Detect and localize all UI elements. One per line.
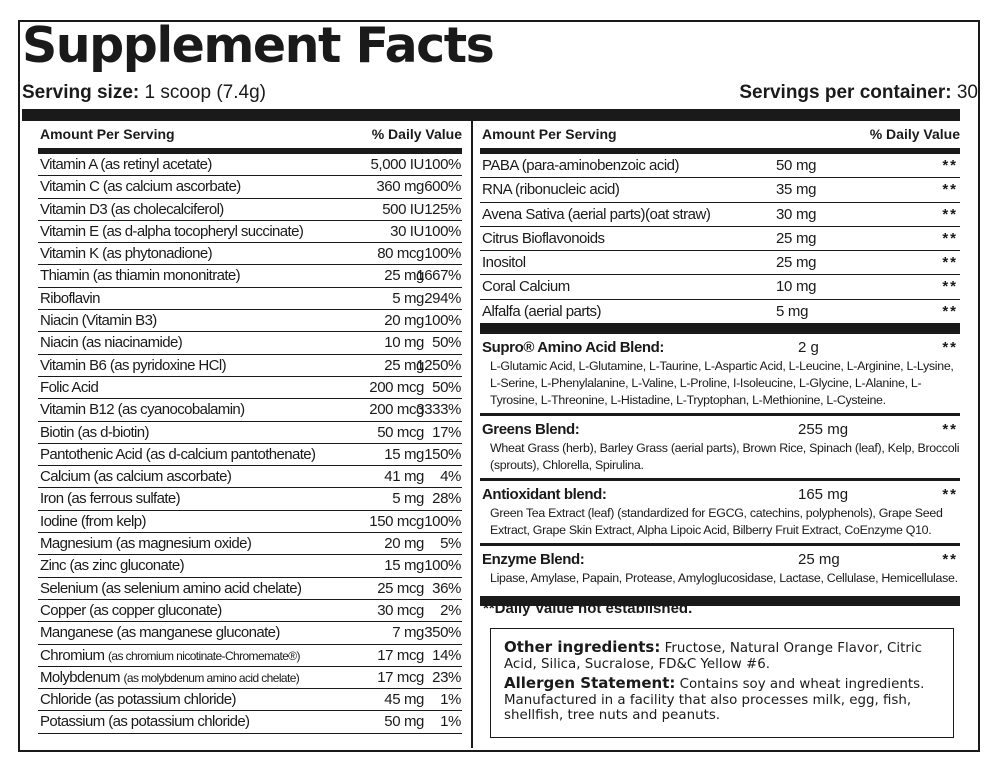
nutrient-amount: 200 mcg [369, 378, 424, 396]
nutrient-name: Iron (as ferrous sulfate) [40, 490, 181, 508]
nutrient-daily-value: 2% [440, 601, 461, 619]
allergen-label: Allergen Statement: [504, 674, 676, 692]
nutrient-daily-value: 600% [424, 178, 461, 196]
nutrient-amount: 5,000 IU [370, 156, 424, 173]
table-row [38, 422, 462, 444]
nutrient-name: Vitamin B12 (as cyanocobalamin) [40, 401, 245, 419]
nutrient-amount: 5 mg [392, 490, 424, 508]
ingredient-amount: 25 mg [776, 254, 817, 272]
nutrient-name [40, 667, 299, 689]
nutrient-amount: 20 mg [384, 535, 424, 553]
nutrient-name: Potassium (as potassium chloride) [40, 713, 250, 731]
nutrient-name: Vitamin K (as phytonadione) [40, 245, 212, 263]
daily-value-heading: % Daily Value [371, 126, 462, 142]
nutrient-name: Vitamin B6 (as pyridoxine HCl) [40, 356, 226, 374]
table-row [38, 511, 462, 533]
nutrient-amount: 17 mcg [377, 646, 424, 664]
blend-name: Enzyme Blend: [482, 551, 585, 569]
nutrient-amount: 45 mg [384, 691, 424, 709]
nutrient-name-source: (as chromium nicotinate-Chromemate®) [107, 648, 300, 663]
nutrient-amount: 17 mcg [377, 668, 424, 686]
table-row [480, 300, 960, 324]
nutrient-name: Chloride (as potassium chloride) [40, 691, 236, 709]
table-row [480, 251, 960, 275]
nutrient-daily-value: 14% [432, 646, 461, 664]
table-row [38, 466, 462, 488]
table-row [38, 444, 462, 466]
table-row [38, 377, 462, 399]
allergen-statement [504, 676, 943, 724]
nutrient-amount: 15 mg [384, 445, 424, 463]
nutrient-name: Copper (as copper gluconate) [40, 601, 222, 619]
nutrient-name: Selenium (as selenium amino acid chelate) [40, 579, 302, 597]
ingredient-daily-value: ** [942, 181, 958, 199]
table-row [38, 622, 462, 644]
nutrient-daily-value: 100% [424, 512, 461, 530]
nutrient-name: Niacin (Vitamin B3) [40, 312, 157, 330]
nutrient-amount: 10 mg [384, 334, 424, 352]
blend-amount: 165 mg [798, 486, 849, 504]
allergen-text: Contains soy and wheat ingredients. Manufactured in a facility that also processes milk, egg, fish, shellfish, tree nuts and peanuts. [504, 677, 925, 723]
table-row [480, 203, 960, 227]
left-header [38, 121, 462, 154]
nutrient-amount: 360 mg [376, 178, 424, 196]
other-ingredients-label: Other ingredients: [504, 638, 661, 656]
table-row [38, 645, 462, 667]
nutrient-daily-value: 100% [424, 557, 461, 575]
ingredient-daily-value: ** [942, 205, 958, 223]
ingredient-name: Avena Sativa (aerial parts)(oat straw) [482, 205, 711, 223]
nutrient-daily-value: 1667% [416, 267, 461, 285]
nutrient-name: Zinc (as zinc gluconate) [40, 557, 185, 575]
servings-per-label: Servings per container: [739, 82, 952, 103]
section-divider-bar [480, 324, 960, 334]
blend-header [482, 550, 960, 570]
blend-daily-value: ** [942, 339, 958, 357]
table-row [38, 488, 462, 510]
other-ingredients [504, 640, 943, 672]
nutrient-daily-value: 100% [424, 245, 461, 263]
blend-daily-value: ** [942, 551, 958, 569]
nutrient-daily-value: 125% [424, 200, 461, 218]
table-row [38, 355, 462, 377]
nutrient-amount: 150 mcg [369, 512, 424, 530]
nutrient-amount: 25 mg [384, 267, 424, 285]
nutrient-name: Thiamin (as thiamin mononitrate) [40, 267, 241, 285]
left-column [38, 121, 462, 734]
blend-amount: 2 g [798, 339, 819, 357]
blend-name: Supro® Amino Acid Blend: [482, 339, 665, 357]
nutrient-daily-value: 1% [440, 691, 461, 709]
blend-block [480, 546, 960, 591]
table-row [38, 221, 462, 243]
table-row [480, 227, 960, 251]
right-header [480, 121, 960, 154]
nutrient-name: Vitamin A (as retinyl acetate) [40, 156, 212, 173]
ingredient-amount: 10 mg [776, 278, 817, 296]
panel-title: Supplement Facts [22, 17, 494, 74]
nutrient-amount: 25 mcg [377, 579, 424, 597]
amount-per-serving-heading: Amount Per Serving [40, 126, 175, 142]
blend-ingredients: Green Tea Extract (leaf) (standardized for EGCG, catechins, polyphenols), Grape Seed Extract, Grape Skin Extract, Alpha Lipoic Acid, Bilberry Fruit Extract, CoEnzyme Q10. [490, 506, 943, 538]
nutrient-amount: 30 mcg [377, 601, 424, 619]
nutrient-daily-value: 4% [440, 468, 461, 486]
blend-daily-value: ** [942, 421, 958, 439]
daily-value-heading: % Daily Value [869, 126, 960, 142]
table-row [38, 578, 462, 600]
blend-header [482, 338, 960, 358]
table-row [38, 399, 462, 421]
daily-value-footnote: **Daily Value not established. [483, 600, 693, 617]
table-row [38, 600, 462, 622]
nutrient-daily-value: 50% [432, 334, 461, 352]
top-divider-bar [22, 109, 960, 121]
right-column [480, 121, 960, 606]
table-row [38, 332, 462, 354]
table-row [38, 667, 462, 689]
ingredient-amount: 30 mg [776, 205, 817, 223]
other-ingredients-box [490, 628, 954, 738]
blend-name: Antioxidant blend: [482, 486, 607, 504]
other-ingredients-text: Fructose, Natural Orange Flavor, Citric Acid, Silica, Sucralose, FD&C Yellow #6. [504, 641, 922, 672]
ingredient-daily-value: ** [942, 302, 958, 320]
ingredient-amount: 25 mg [776, 229, 817, 247]
table-row [38, 154, 462, 176]
ingredient-amount: 5 mg [776, 302, 809, 320]
nutrient-name: Calcium (as calcium ascorbate) [40, 468, 232, 486]
nutrient-name: Vitamin C (as calcium ascorbate) [40, 178, 241, 196]
nutrient-amount: 200 mcg [369, 401, 424, 419]
blend-ingredients: L-Glutamic Acid, L-Glutamine, L-Taurine, L-Aspartic Acid, L-Leucine, L-Arginine, L-Lysine, L-Serine, L-Phenylalanine, L-Valine, L-Proline, I-Isoleucine, L-Glycine, L-Alanine, L-Tyrosine, L-Threonine, L-Histadine, L-Tryptophan, L-Methionine, L-Cysteine. [490, 359, 954, 408]
blend-amount: 255 mg [798, 421, 849, 439]
table-row [38, 555, 462, 577]
nutrient-name: Magnesium (as magnesium oxide) [40, 535, 252, 553]
serving-size-value: 1 scoop (7.4g) [144, 82, 266, 103]
nutrient-name: Vitamin E (as d-alpha tocopheryl succinate) [40, 222, 304, 240]
ingredient-name: Inositol [482, 254, 526, 272]
blend-ingredients: Lipase, Amylase, Papain, Protease, Amyloglucosidase, Lactase, Cellulase, Hemicellulase. [490, 571, 958, 586]
nutrient-daily-value: 50% [432, 378, 461, 396]
nutrient-amount: 25 mg [384, 356, 424, 374]
nutrient-daily-value: 350% [424, 624, 461, 642]
table-row [38, 711, 462, 733]
blend-ingredients: Wheat Grass (herb), Barley Grass (aerial parts), Brown Rice, Spinach (leaf), Kelp, Broccoli (sprouts), Chlorella, Spirulina. [490, 441, 960, 473]
table-row [38, 288, 462, 310]
nutrient-name: Niacin (as niacinamide) [40, 334, 183, 352]
nutrient-daily-value: 17% [432, 423, 461, 441]
table-row [480, 178, 960, 202]
blend-header [482, 420, 960, 440]
ingredient-amount: 50 mg [776, 157, 817, 174]
nutrient-daily-value: 150% [424, 445, 461, 463]
blend-name: Greens Blend: [482, 421, 580, 439]
table-row [38, 533, 462, 555]
ingredient-name: Citrus Bioflavonoids [482, 229, 605, 247]
column-divider [471, 121, 473, 748]
nutrient-name: Biotin (as d-biotin) [40, 423, 149, 441]
blend-header [482, 485, 960, 505]
nutrient-name: Iodine (from kelp) [40, 512, 146, 530]
table-row [480, 275, 960, 299]
nutrient-daily-value: 100% [424, 222, 461, 240]
nutrient-daily-value: 100% [424, 156, 461, 173]
nutrient-amount: 80 mcg [377, 245, 424, 263]
table-row [38, 689, 462, 711]
blend-block [480, 416, 960, 481]
nutrient-daily-value: 294% [424, 289, 461, 307]
table-row [480, 154, 960, 178]
nutrient-daily-value: 3333% [416, 401, 461, 419]
nutrient-amount: 41 mg [384, 468, 424, 486]
ingredient-daily-value: ** [942, 254, 958, 272]
ingredient-name: PABA (para-aminobenzoic acid) [482, 157, 679, 174]
nutrient-amount: 50 mcg [377, 423, 424, 441]
blend-daily-value: ** [942, 486, 958, 504]
ingredient-daily-value: ** [942, 278, 958, 296]
table-row [38, 243, 462, 265]
servings-per-container [739, 81, 978, 105]
nutrient-amount: 20 mg [384, 312, 424, 330]
ingredient-name: Coral Calcium [482, 278, 570, 296]
amount-per-serving-heading: Amount Per Serving [482, 126, 617, 142]
nutrient-amount: 15 mg [384, 557, 424, 575]
nutrient-name: Vitamin D3 (as cholecalciferol) [40, 200, 224, 218]
servings-per-value: 30 [956, 82, 978, 103]
nutrient-name [40, 645, 300, 667]
nutrient-name-main: Chromium [40, 646, 105, 664]
blends [480, 334, 960, 591]
blend-amount: 25 mg [798, 551, 840, 569]
nutrient-daily-value: 1% [440, 713, 461, 731]
nutrient-name: Manganese (as manganese gluconate) [40, 624, 280, 642]
nutrient-amount: 5 mg [392, 289, 424, 307]
blend-block [480, 334, 960, 416]
nutrient-daily-value: 23% [432, 668, 461, 686]
ingredient-name: Alfalfa (aerial parts) [482, 302, 602, 320]
nutrient-amount: 50 mg [384, 713, 424, 731]
nutrient-amount: 30 IU [390, 222, 424, 240]
nutrient-name: Riboflavin [40, 289, 100, 307]
right-rows [480, 154, 960, 324]
blend-block [480, 481, 960, 546]
nutrient-name: Pantothenic Acid (as d-calcium pantothenate) [40, 445, 316, 463]
nutrient-daily-value: 36% [432, 579, 461, 597]
nutrient-name: Folic Acid [40, 378, 99, 396]
ingredient-daily-value: ** [942, 157, 958, 174]
ingredient-name: RNA (ribonucleic acid) [482, 181, 620, 199]
nutrient-name-main: Molybdenum [40, 668, 120, 686]
nutrient-name-source: (as molybdenum amino acid chelate) [123, 670, 300, 685]
table-row [38, 265, 462, 287]
nutrient-amount: 7 mg [392, 624, 424, 642]
left-rows [38, 154, 462, 734]
nutrient-amount: 500 IU [382, 200, 424, 218]
nutrient-daily-value: 5% [440, 535, 461, 553]
nutrient-daily-value: 100% [424, 312, 461, 330]
nutrient-daily-value: 28% [432, 490, 461, 508]
table-row [38, 310, 462, 332]
serving-size [22, 81, 266, 105]
table-row [38, 176, 462, 198]
table-row [38, 199, 462, 221]
ingredient-daily-value: ** [942, 229, 958, 247]
ingredient-amount: 35 mg [776, 181, 817, 199]
nutrient-daily-value: 1250% [416, 356, 461, 374]
serving-size-label: Serving size: [22, 82, 140, 103]
